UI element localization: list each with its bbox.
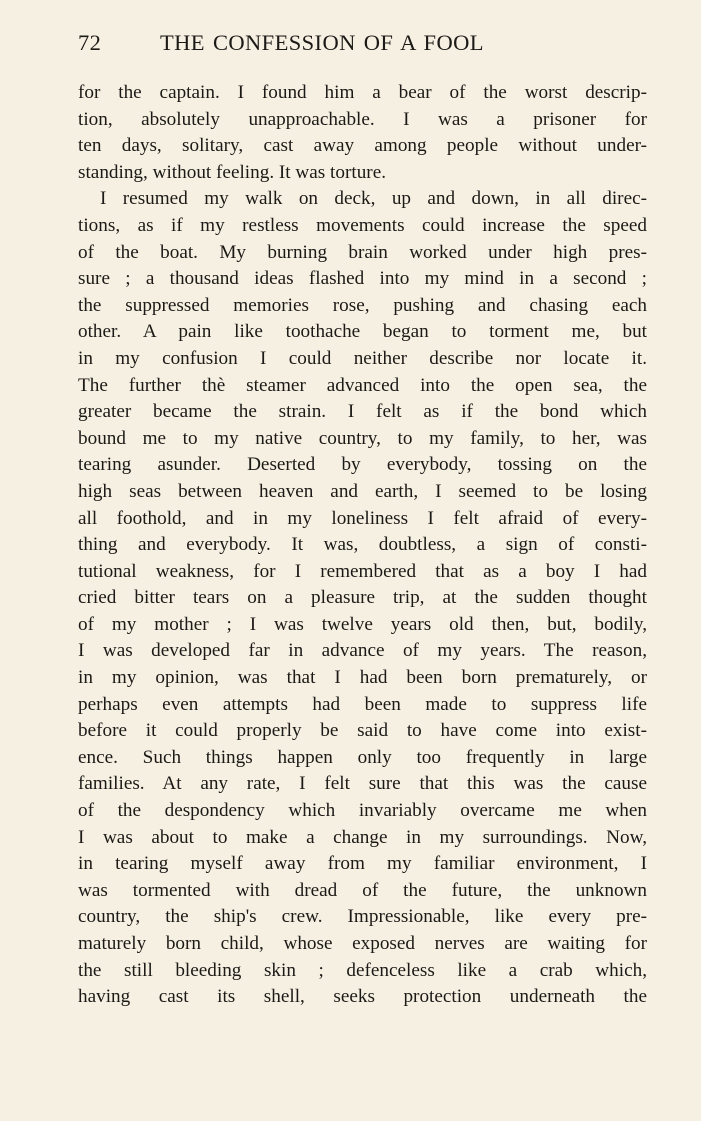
text-line: of the boat. My burning brain worked under high pres- [78, 241, 647, 263]
text-line: I was about to make a change in my surroundings. Now, [78, 826, 647, 848]
text-line: of my mother ; I was twelve years old then, but, bodily, [78, 613, 647, 635]
text-line: sure ; a thousand ideas flashed into my mind in a second ; [78, 268, 647, 290]
text-line: I was developed far in advance of my years. The reason, [78, 640, 647, 662]
text-line: standing, without feeling. It was torture. [78, 161, 387, 183]
text-line: The further thè steamer advanced into the open sea, the [78, 374, 647, 396]
text-line: perhaps even attempts had been made to suppress life [78, 693, 647, 715]
text-line: the still bleeding skin ; defenceless like a crab which, [78, 959, 647, 981]
text-line: greater became the strain. I felt as if the bond which [78, 401, 647, 423]
text-line: maturely born child, whose exposed nerves are waiting for [78, 933, 647, 954]
text-line: having cast its shell, seeks protection underneath the [78, 986, 647, 1008]
text-line: country, the ship's crew. Impressionable, like every pre- [78, 906, 647, 928]
text-line: I resumed my walk on deck, up and down, in all direc- [100, 188, 647, 210]
text-line: other. A pain like toothache began to torment me, but [78, 321, 647, 343]
text-line: tions, as if my restless movements could increase the speed [78, 214, 647, 236]
text-line: ten days, solitary, cast away among people without under- [78, 135, 647, 157]
text-line: the suppressed memories rose, pushing and chasing each [78, 294, 647, 316]
page-number: 72 [78, 30, 102, 55]
text-line: tearing asunder. Deserted by everybody, tossing on the [78, 454, 647, 476]
text-line: high seas between heaven and earth, I seemed to be losing [78, 480, 647, 502]
text-line: all foothold, and in my loneliness I felt afraid of every- [78, 507, 647, 529]
text-line: ence. Such things happen only too frequently in large [78, 746, 647, 768]
text-line: families. At any rate, I felt sure that this was the cause [78, 773, 647, 795]
text-line: in my opinion, was that I had been born prematurely, or [78, 667, 647, 689]
text-line: thing and everybody. It was, doubtless, a sign of consti- [78, 534, 647, 556]
text-line: for the captain. I found him a bear of the worst descrip- [78, 82, 647, 103]
body-text [78, 80, 647, 1011]
text-line: tion, absolutely unapproachable. I was a prisoner for [78, 108, 647, 130]
text-line: tutional weakness, for I remembered that as a boy I had [78, 560, 647, 582]
text-line: in tearing myself away from my familiar environment, I [78, 853, 647, 875]
text-line: bound me to my native country, to my family, to her, was [78, 427, 647, 449]
text-line: of the despondency which invariably overcame me when [78, 800, 647, 822]
text-line: before it could properly be said to have come into exist- [78, 720, 647, 742]
text-line: was tormented with dread of the future, the unknown [78, 879, 647, 901]
text-line: in my confusion I could neither describe nor locate it. [78, 347, 647, 369]
running-head [78, 30, 647, 64]
running-title: THE CONFESSION OF A FOOL [160, 30, 484, 55]
text-line: cried bitter tears on a pleasure trip, at the sudden thought [78, 587, 647, 609]
